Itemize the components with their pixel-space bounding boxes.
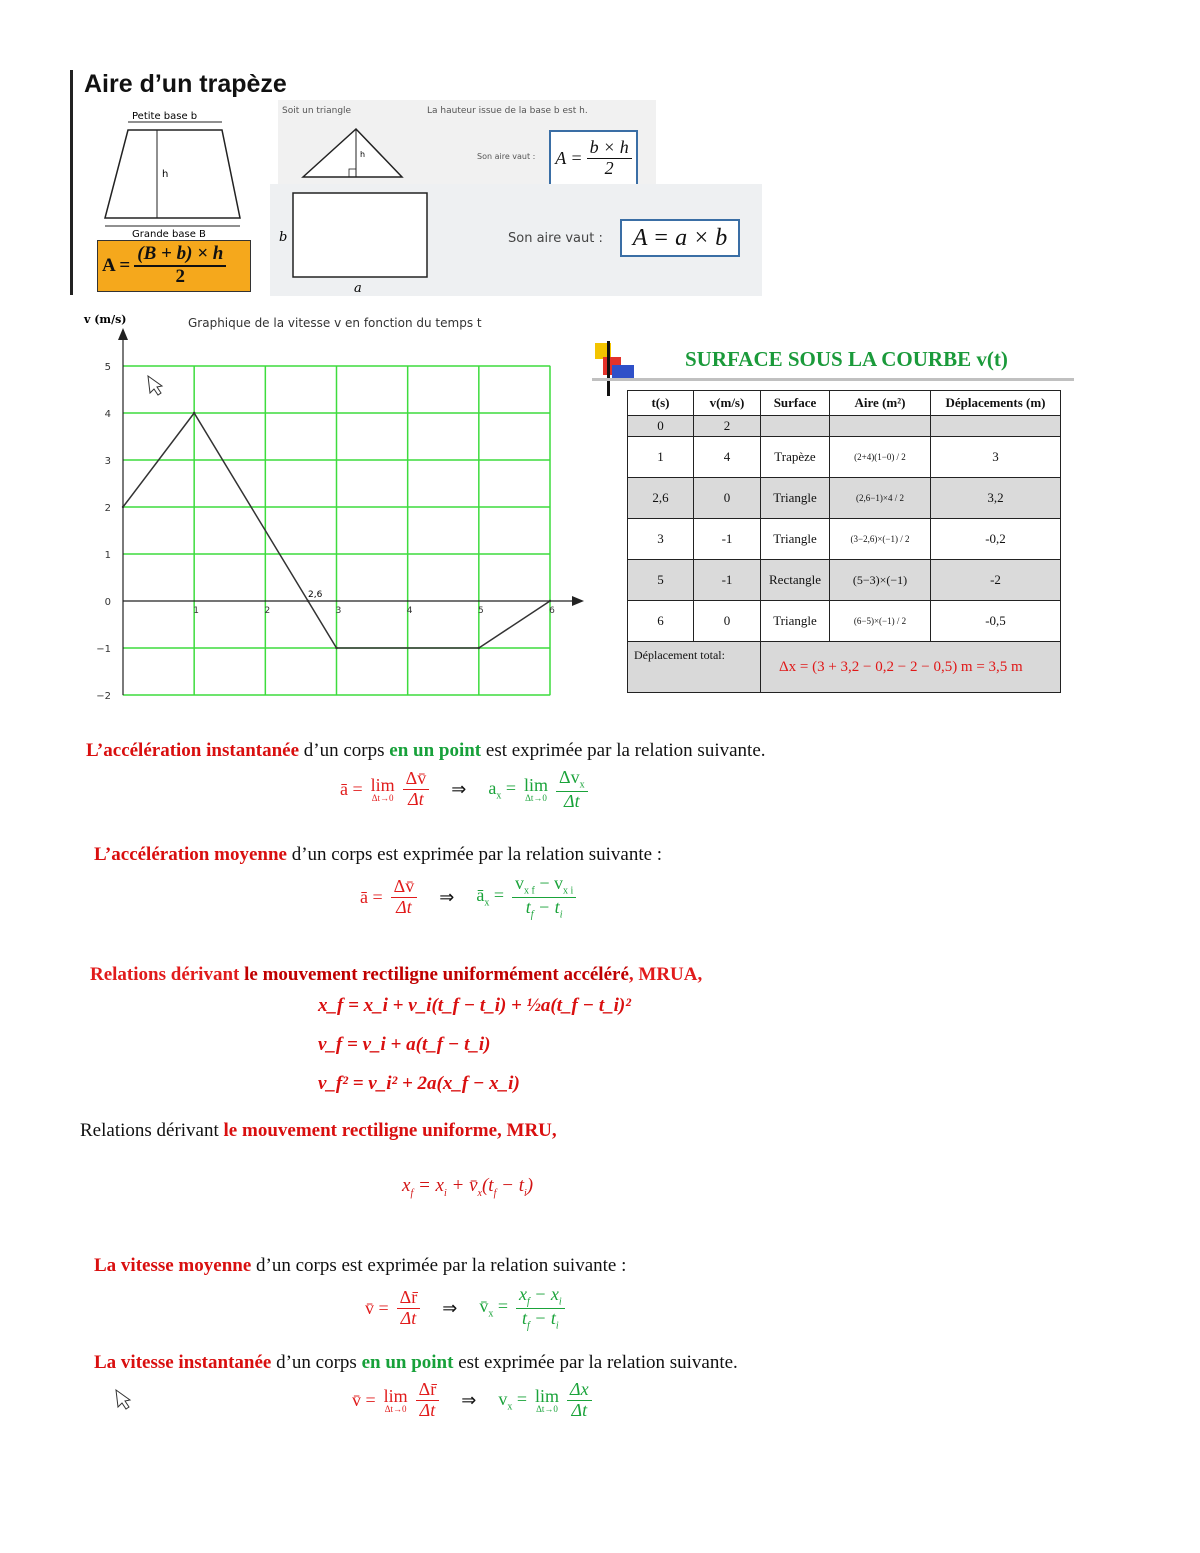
cursor-icon (148, 376, 162, 395)
tri-formula-den: 2 (604, 157, 614, 178)
large-base-label: Grande base B (132, 229, 206, 240)
title-rule (70, 70, 73, 295)
data-point (478, 647, 480, 649)
trap-formula-lhs: A = (102, 255, 131, 276)
x-tick-label: 1 (193, 606, 200, 616)
vit-inst-equation: v̄ = lim Δt→0 $\frac{\Delta r̄}{\Delta t}$ ⇒ $v_x$ = lim Δt→0 $\frac{\Delta x}{\Delta t}$ (352, 1380, 592, 1421)
table-cell: -2 (931, 560, 1061, 601)
x-tick-label: 3 (335, 606, 342, 616)
small-base-label: Petite base b (132, 111, 198, 122)
table-row (628, 560, 1061, 601)
table-header-cell: Déplacements (m) (931, 391, 1061, 416)
triangle-height-text: La hauteur issue de la base b est h. (427, 106, 588, 116)
table-row (628, 519, 1061, 560)
x-axis-arrow (572, 596, 584, 606)
acc-moy-text: d’un corps est exprimée par la relation suivante : (286, 844, 663, 865)
table-cell: 3 (931, 437, 1061, 478)
table-cell: -0,5 (931, 601, 1061, 642)
acc-moy-term: L’accélération moyenne (94, 844, 287, 865)
data-point (307, 600, 309, 602)
mrua-eq-position: x_f = x_i + v_i(t_f − t_i) + ½a(t_f − t_i)² (318, 995, 631, 1016)
triangle-figure (298, 125, 408, 185)
table-row (628, 416, 1061, 437)
vit-inst-sentence (94, 1352, 738, 1374)
cursor-icon (112, 1388, 136, 1414)
table-cell: Rectangle (761, 560, 830, 601)
acc-inst-term: L’accélération instantanée (86, 740, 300, 761)
table-cell: -1 (694, 560, 761, 601)
table-cell (761, 416, 830, 437)
y-tick-label: −1 (96, 644, 111, 655)
total-value: Δx = (3 + 3,2 − 0,2 − 2 − 0,5) m = 3,5 m (761, 642, 1061, 693)
mrua-heading-term: le mouvement rectiligne uniformément accéléré (244, 964, 629, 985)
table-cell: 0 (694, 601, 761, 642)
table-row (628, 601, 1061, 642)
vit-moy-text: d’un corps est exprimée par la relation suivante : (251, 1255, 627, 1276)
table-cell: 3,2 (931, 478, 1061, 519)
rectangle-formula: A = a × b (620, 219, 740, 257)
rect-side-b: b (279, 230, 288, 245)
table-header-row (628, 391, 1061, 416)
table-cell: (2+4)(1−0) / 2 (830, 437, 931, 478)
mrua-heading-start: Relations dérivant (90, 964, 245, 985)
mrua-heading-end: , MRUA, (628, 964, 703, 985)
x-tick-label: 6 (549, 606, 555, 616)
data-point (549, 600, 551, 602)
tri-formula-lhs: A = (555, 147, 583, 168)
data-point (122, 506, 124, 508)
vit-moy-term: La vitesse moyenne (94, 1255, 252, 1276)
triangle-area-label: Son aire vaut : (477, 152, 536, 161)
vit-moy-equation: v̄ = $\frac{\Delta r̄}{\Delta t}$ ⇒ $v̄_x$ = $\frac{x_f - x_i}{t_f - t_i}$ (365, 1285, 565, 1331)
acc-moy-sentence (94, 844, 662, 866)
table-header-cell: t(s) (628, 391, 694, 416)
trapezoid-formula (97, 240, 251, 292)
vit-inst-term: La vitesse instantanée (94, 1352, 272, 1373)
acc-inst-point: en un point (389, 740, 482, 761)
rectangle-area-label: Son aire vaut : (508, 231, 603, 246)
y-axis-arrow (118, 328, 128, 340)
table-cell: -1 (694, 519, 761, 560)
y-tick-label: 1 (104, 550, 111, 561)
trap-height-label: h (162, 169, 169, 180)
deco-vertical-line (607, 341, 610, 396)
x-tick-label: 4 (406, 606, 413, 616)
acc-inst-sentence (86, 740, 766, 762)
y-tick-label: 4 (104, 409, 111, 420)
table-cell: 6 (628, 601, 694, 642)
table-cell: 3 (628, 519, 694, 560)
mru-heading-start: Relations dérivant (80, 1120, 224, 1141)
mru-equation: $x_f = x_i$ + $v̄_x(t_f - t_i)$ (402, 1175, 534, 1199)
vit-inst-point: en un point (361, 1352, 454, 1373)
vit-moy-sentence (94, 1255, 626, 1277)
table-cell: Triangle (761, 519, 830, 560)
chart-annotation: 2,6 (308, 590, 323, 600)
y-tick-label: 0 (104, 597, 111, 608)
table-cell: 1 (628, 437, 694, 478)
mru-heading-term: le mouvement rectiligne uniforme, MRU, (223, 1120, 557, 1141)
y-tick-label: 2 (104, 503, 111, 514)
y-tick-label: 3 (104, 456, 111, 467)
table-cell: 5 (628, 560, 694, 601)
table-total-row (628, 642, 1061, 693)
tri-formula-num: b × h (587, 138, 632, 159)
mru-heading (80, 1120, 557, 1142)
data-point (193, 412, 195, 414)
table-header-cell: Surface (761, 391, 830, 416)
mrua-eq-velocity: v_f = v_i + a(t_f − t_i) (318, 1034, 491, 1055)
x-tick-label: 2 (264, 606, 271, 616)
table-cell (931, 416, 1061, 437)
velocity-chart (80, 308, 600, 708)
table-cell: (2,6−1)×4 / 2 (830, 478, 931, 519)
table-cell: Triangle (761, 478, 830, 519)
page-title: Aire d’un trapèze (84, 70, 287, 98)
deco-horizontal-line (592, 378, 1074, 381)
table-cell: 2,6 (628, 478, 694, 519)
table-row (628, 437, 1061, 478)
acc-moy-equation: ā = $\frac{\Delta v̄}{\Delta t}$ ⇒ $ā_x$ = $\frac{v_{x f} - v_{x i}}{t_f - t_i}$ (360, 874, 576, 920)
trap-formula-den: 2 (175, 266, 186, 287)
vit-inst-text: d’un corps (271, 1352, 362, 1373)
table-cell: -0,2 (931, 519, 1061, 560)
surface-table (627, 390, 1061, 693)
table-cell: (5−3)×(−1) (830, 560, 931, 601)
table-cell: 4 (694, 437, 761, 478)
data-point (335, 647, 337, 649)
triangle-label: Soit un triangle (282, 106, 352, 116)
mrua-eq-velocity-squared: v_f² = v_i² + 2a(x_f − x_i) (318, 1073, 520, 1094)
vit-inst-text-end: est exprimée par la relation suivante. (453, 1352, 738, 1373)
triangle-formula (549, 130, 638, 186)
acc-inst-text: d’un corps (299, 740, 390, 761)
trapezoid-figure (95, 105, 255, 240)
y-tick-label: 5 (104, 362, 111, 373)
table-title: SURFACE SOUS LA COURBE v(t) (685, 347, 1008, 371)
triangle-h-label: h (360, 150, 366, 159)
trap-formula-num: (B + b) × h (134, 244, 226, 267)
y-tick-label: −2 (96, 691, 111, 702)
chart-ylabel: v (m/s) (84, 313, 127, 326)
table-cell: (6−5)×(−1) / 2 (830, 601, 931, 642)
table-cell: 0 (628, 416, 694, 437)
rect-side-a: a (354, 281, 362, 294)
mrua-heading (90, 964, 702, 986)
table-cell: 2 (694, 416, 761, 437)
table-cell: Triangle (761, 601, 830, 642)
table-cell: (3−2,6)×(−1) / 2 (830, 519, 931, 560)
x-tick-label: 5 (477, 606, 484, 616)
table-cell: Trapèze (761, 437, 830, 478)
table-row (628, 478, 1061, 519)
table-cell: 0 (694, 478, 761, 519)
total-label: Déplacement total: (628, 642, 761, 693)
acc-inst-text-end: est exprimée par la relation suivante. (481, 740, 766, 761)
rectangle-figure (276, 188, 436, 294)
table-header-cell: v(m/s) (694, 391, 761, 416)
acc-inst-equation: ā = lim Δt→0 $\frac{\Delta v̄}{\Delta t}$ ⇒ $a_x$ = lim Δt→0 $\frac{\Delta v_x}{\Delta t}$ (340, 768, 588, 811)
table-cell (830, 416, 931, 437)
chart-title: Graphique de la vitesse v en fonction du temps t (188, 316, 482, 330)
table-header-cell: Aire (m²) (830, 391, 931, 416)
